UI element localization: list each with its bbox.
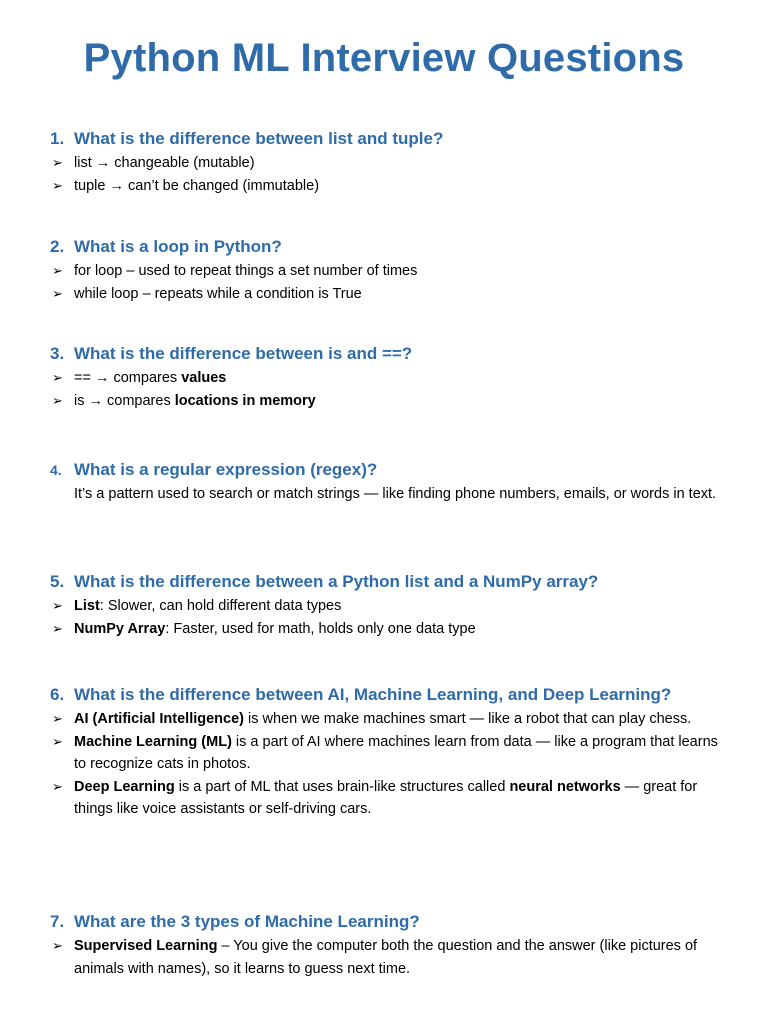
arrow-bullet-icon: ➢ <box>52 177 63 193</box>
answer-list <box>50 595 720 640</box>
question-heading <box>50 682 720 708</box>
question-2 <box>50 234 720 305</box>
list-item <box>50 283 720 306</box>
answer-emphasis: List <box>74 598 100 614</box>
arrow-bullet-icon: ➢ <box>52 370 63 385</box>
answer-text: == → compares <box>74 370 182 386</box>
answer-emphasis: Supervised Learning <box>74 938 218 954</box>
question-4 <box>50 457 720 506</box>
answer-text: – You give the computer both the question and the answer (like pictures of animals with names), so it learns to guess next time. <box>74 938 698 977</box>
answer-emphasis: Deep Learning <box>74 778 175 795</box>
arrow-bullet-icon: ➢ <box>52 263 63 278</box>
question-6 <box>50 682 720 821</box>
question-7 <box>50 909 720 980</box>
list-item <box>50 152 720 175</box>
list-item <box>50 776 720 821</box>
answer-text: list → changeable (mutable) <box>74 155 255 171</box>
answer-list <box>50 260 720 305</box>
arrow-bullet-icon: ➢ <box>52 285 63 301</box>
answer-emphasis: neural networks <box>509 778 621 795</box>
question-heading <box>50 126 720 152</box>
list-item <box>50 260 720 283</box>
question-text: What is the difference between list and tuple? <box>74 129 444 148</box>
question-number: 7. <box>50 912 65 931</box>
question-text: What is a regular expression (regex)? <box>74 460 378 479</box>
question-3 <box>50 341 720 412</box>
list-item <box>50 618 720 641</box>
page-title: Python ML Interview Questions <box>83 36 685 80</box>
question-heading <box>50 457 720 483</box>
answer-text: is a part of ML that uses brain-like structures called <box>174 778 510 795</box>
answer-list <box>50 708 720 821</box>
arrow-bullet-icon: ➢ <box>52 598 63 613</box>
question-number: 4. <box>50 462 62 478</box>
question-text: What is the difference between a Python list and a NumPy array? <box>74 572 599 591</box>
question-text: What is the difference between is and ==? <box>74 344 413 363</box>
answer-text: is when we make machines smart — like a robot that can play chess. <box>244 711 692 727</box>
answer-emphasis: locations in memory <box>174 392 316 409</box>
answer-text: is → compares <box>74 392 175 409</box>
question-number: 1. <box>50 129 65 148</box>
question-number: 2. <box>50 237 65 256</box>
list-item <box>50 731 720 776</box>
answer-emphasis: NumPy Array <box>74 620 166 637</box>
question-text: What are the 3 types of Machine Learning? <box>74 912 420 931</box>
question-text: What is the difference between AI, Machine Learning, and Deep Learning? <box>74 685 672 704</box>
answer-list <box>50 152 720 197</box>
list-item <box>50 595 720 618</box>
answer-emphasis: AI (Artificial Intelligence) <box>74 711 244 727</box>
question-5 <box>50 569 720 640</box>
answer-text: is a part of AI where machines learn from data — like a program that learns to recognize cats in photos. <box>74 733 718 772</box>
list-item <box>50 708 720 731</box>
question-heading <box>50 341 720 367</box>
arrow-bullet-icon: ➢ <box>52 733 63 749</box>
question-number: 6. <box>50 685 65 704</box>
answer-list <box>50 935 720 980</box>
question-number: 3. <box>50 344 65 363</box>
answer-emphasis: Machine Learning (ML) <box>74 733 232 750</box>
answer-emphasis: values <box>181 370 227 386</box>
answer-text: — great for things like voice assistants or self-driving cars. <box>74 778 698 817</box>
answer-text: : Faster, used for math, holds only one data type <box>165 620 476 637</box>
question-heading <box>50 909 720 935</box>
arrow-bullet-icon: ➢ <box>52 711 63 726</box>
answer-text: : Slower, can hold different data types <box>99 598 342 614</box>
list-item <box>50 390 720 413</box>
list-item <box>50 367 720 390</box>
question-1 <box>50 126 720 197</box>
arrow-bullet-icon: ➢ <box>52 620 63 636</box>
answer-paragraph: It’s a pattern used to search or match strings — like finding phone numbers, emails, or words in text. <box>74 486 717 502</box>
list-item <box>50 175 720 198</box>
question-text: What is a loop in Python? <box>74 237 282 256</box>
answer-text: while loop – repeats while a condition is True <box>74 285 362 302</box>
arrow-bullet-icon: ➢ <box>52 778 63 794</box>
arrow-bullet-icon: ➢ <box>52 392 63 408</box>
question-heading <box>50 234 720 260</box>
answer-text: tuple → can’t be changed (immutable) <box>74 177 320 194</box>
answer-list <box>50 367 720 412</box>
list-item <box>50 935 720 980</box>
arrow-bullet-icon: ➢ <box>52 155 63 170</box>
question-number: 5. <box>50 572 65 591</box>
arrow-bullet-icon: ➢ <box>52 938 63 953</box>
answer-text: for loop – used to repeat things a set number of times <box>74 263 418 279</box>
question-heading <box>50 569 720 595</box>
